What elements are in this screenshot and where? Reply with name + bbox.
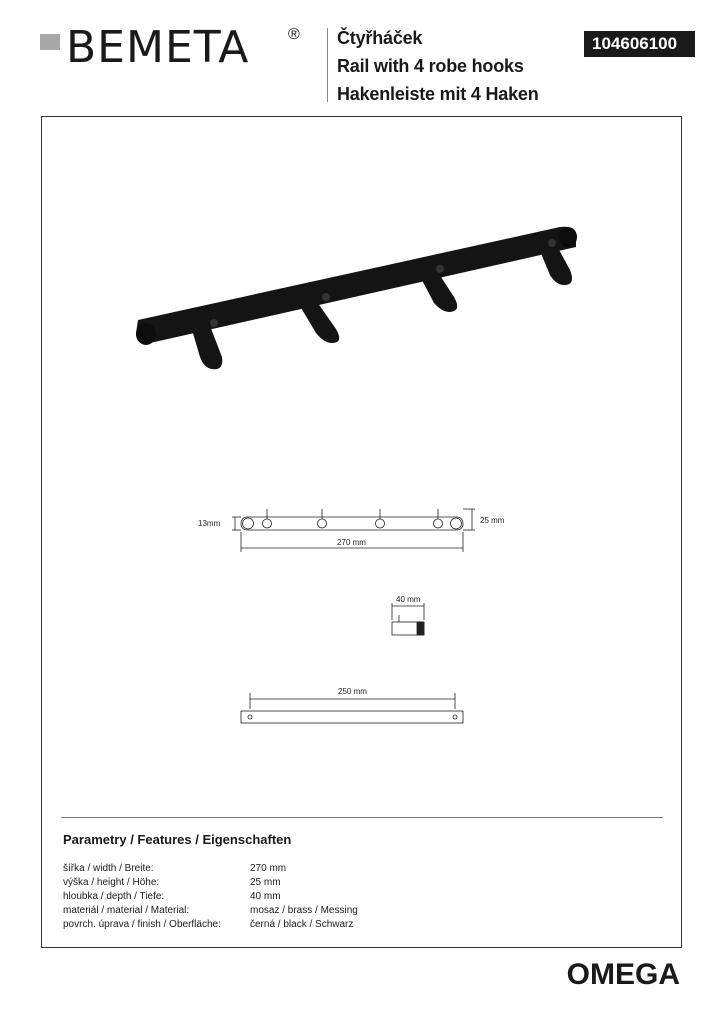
series-name: OMEGA bbox=[566, 958, 680, 991]
product-image bbox=[130, 225, 580, 375]
features-row-finish bbox=[63, 918, 450, 932]
feature-label: hloubka / depth / Tiefe: bbox=[63, 891, 165, 902]
title-german: Hakenleiste mit 4 Haken bbox=[337, 84, 539, 104]
title-czech: Čtyřháček bbox=[337, 28, 423, 48]
logo-square-mark bbox=[40, 34, 60, 50]
features-title: Parametry / Features / Eigenschaften bbox=[63, 832, 292, 847]
title-english: Rail with 4 robe hooks bbox=[337, 56, 524, 76]
registered-mark: ® bbox=[288, 26, 300, 43]
logo-wordmark: BEMETA bbox=[66, 22, 250, 73]
feature-value: černá / black / Schwarz bbox=[250, 919, 354, 930]
features-row-width bbox=[63, 862, 450, 876]
feature-label: šířka / width / Breite: bbox=[63, 863, 154, 874]
feature-label: povrch. úprava / finish / Oberfläche: bbox=[63, 919, 221, 930]
feature-value: mosaz / brass / Messing bbox=[250, 905, 358, 916]
feature-value: 270 mm bbox=[250, 863, 287, 874]
feature-value: 40 mm bbox=[250, 891, 281, 902]
front-height-label: 13mm bbox=[198, 519, 221, 528]
feature-label: výška / height / Höhe: bbox=[63, 877, 160, 888]
feature-value: 25 mm bbox=[250, 877, 281, 888]
features-row-material bbox=[63, 904, 450, 918]
title-divider bbox=[327, 28, 328, 102]
front-depth-label: 25 mm bbox=[480, 516, 505, 525]
features-divider bbox=[61, 817, 663, 818]
side-depth-label: 40 mm bbox=[396, 595, 421, 604]
brand-logo bbox=[40, 22, 310, 76]
features-row-height bbox=[63, 876, 450, 890]
feature-label: materiál / material / Material: bbox=[63, 905, 190, 916]
product-titles bbox=[337, 24, 539, 108]
features-table bbox=[63, 862, 450, 932]
features-row-depth bbox=[63, 890, 450, 904]
product-code-badge: 104606100 bbox=[584, 31, 695, 57]
back-width-label: 250 mm bbox=[338, 687, 367, 696]
front-width-label: 270 mm bbox=[337, 538, 366, 547]
